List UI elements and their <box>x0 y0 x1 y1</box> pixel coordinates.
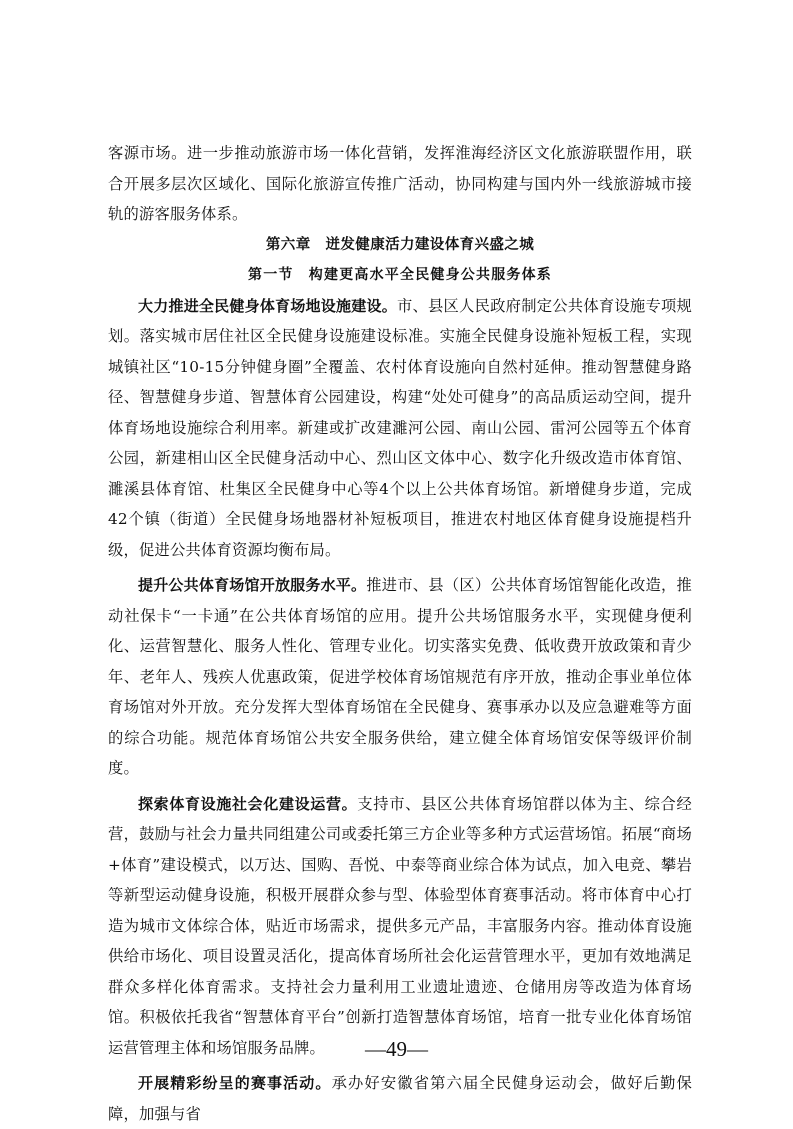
section-title: 第一节 构建更高水平全民健身公共服务体系 <box>248 267 552 283</box>
paragraph-body: 承办好安徽省第六届全民健身运动会，做好后勤保障，加强与省 <box>108 1074 693 1123</box>
paragraph-venue-service <box>108 570 692 784</box>
paragraph-lead: 提升公共体育场馆开放服务水平。 <box>138 576 367 594</box>
paragraph-body: 市、县区人民政府制定公共体育设施专项规划。落实城市居住社区全民健身设施建设标准。实施全民健身设施补短板工程，实现城镇社区“10-15分钟健身圈”全覆盖、农村体育设施向自然村延伸。推动智慧健身路径、智慧健身步道、智慧体育公园建设，构建“处处可健身”的高品质运动空间，提升体育场地设施综合利用率。新建或扩改建濉河公园、南山公园、雷河公园等五个体育公园，新建相山区全民健身活动中心、烈山区文体中心、数字化升级改造市体育馆、濉溪县体育馆、杜集区全民健身中心等4个以上公共体育场馆。新增健身步道，完成42个镇（街道）全民健身场地器材补短板项目，推进农村地区体育健身设施提档升级，促进公共体育资源均衡布局。 <box>108 296 692 559</box>
paragraph-events <box>108 1068 692 1129</box>
intro-paragraph: 客源市场。进一步推动旅游市场一体化营销，发挥淮海经济区文化旅游联盟作用，联合开展多层次区域化、国际化旅游宣传推广活动，协同构建与国内外一线旅游城市接轨的游客服务体系。 <box>108 144 692 223</box>
paragraph-lead: 探索体育设施社会化建设运营。 <box>138 794 358 813</box>
page-number: —49— <box>365 1037 428 1061</box>
paragraph-body: 推进市、县（区）公共体育场馆智能化改造，推动社保卡“一卡通”在公共体育场馆的应用。提升公共场馆服务水平，实现健身便利化、运营智慧化、服务人性化、管理专业化。切实落实免费、低收费开放政策和青少年、老年人、残疾人优惠政策，促进学校体育场馆规范有序开放，推动企事业单位体育场馆对外开放。充分发挥大型体育场馆在全民健身、赛事承办以及应急避难等方面的综合功能。规范体育场馆公共安全服务供给，建立健全体育场馆安保等级评价制度。 <box>108 576 692 777</box>
paragraph-lead: 大力推进全民健身体育场地设施建设。 <box>138 296 397 315</box>
document-page <box>108 138 692 1129</box>
paragraph-body: 支持市、县区公共体育场馆群以体为主、综合经营，鼓励与社会力量共同组建公司或委托第三方企业等多种方式运营场馆。拓展“商场+体育”建设模式，以万达、国购、吾悦、中泰等商业综合体为试点，加入电竞、攀岩等新型运动健身设施，积极开展群众参与型、体验型体育赛事活动。将市体育中心打造为城市文体综合体，贴近市场需求，提供多元产品，丰富服务内容。推动体育设施供给市场化、项目设置灵活化，提高体育场所社会化运营管理水平，更加有效地满足群众多样化体育需求。支持社会力量利用工业遗址遗迹、仓储用房等改造为体育场馆。积极依托我省“智慧体育平台”创新打造智慧体育场馆，培育一批专业化体育场馆运营管理主体和场馆服务品牌。 <box>108 794 692 1057</box>
paragraph-facility-construction <box>108 291 692 566</box>
chapter-title: 第六章 迸发健康活力建设体育兴盛之城 <box>265 236 535 253</box>
paragraph-socialized-operation <box>108 789 692 1064</box>
paragraph-lead: 开展精彩纷呈的赛事活动。 <box>138 1074 332 1092</box>
